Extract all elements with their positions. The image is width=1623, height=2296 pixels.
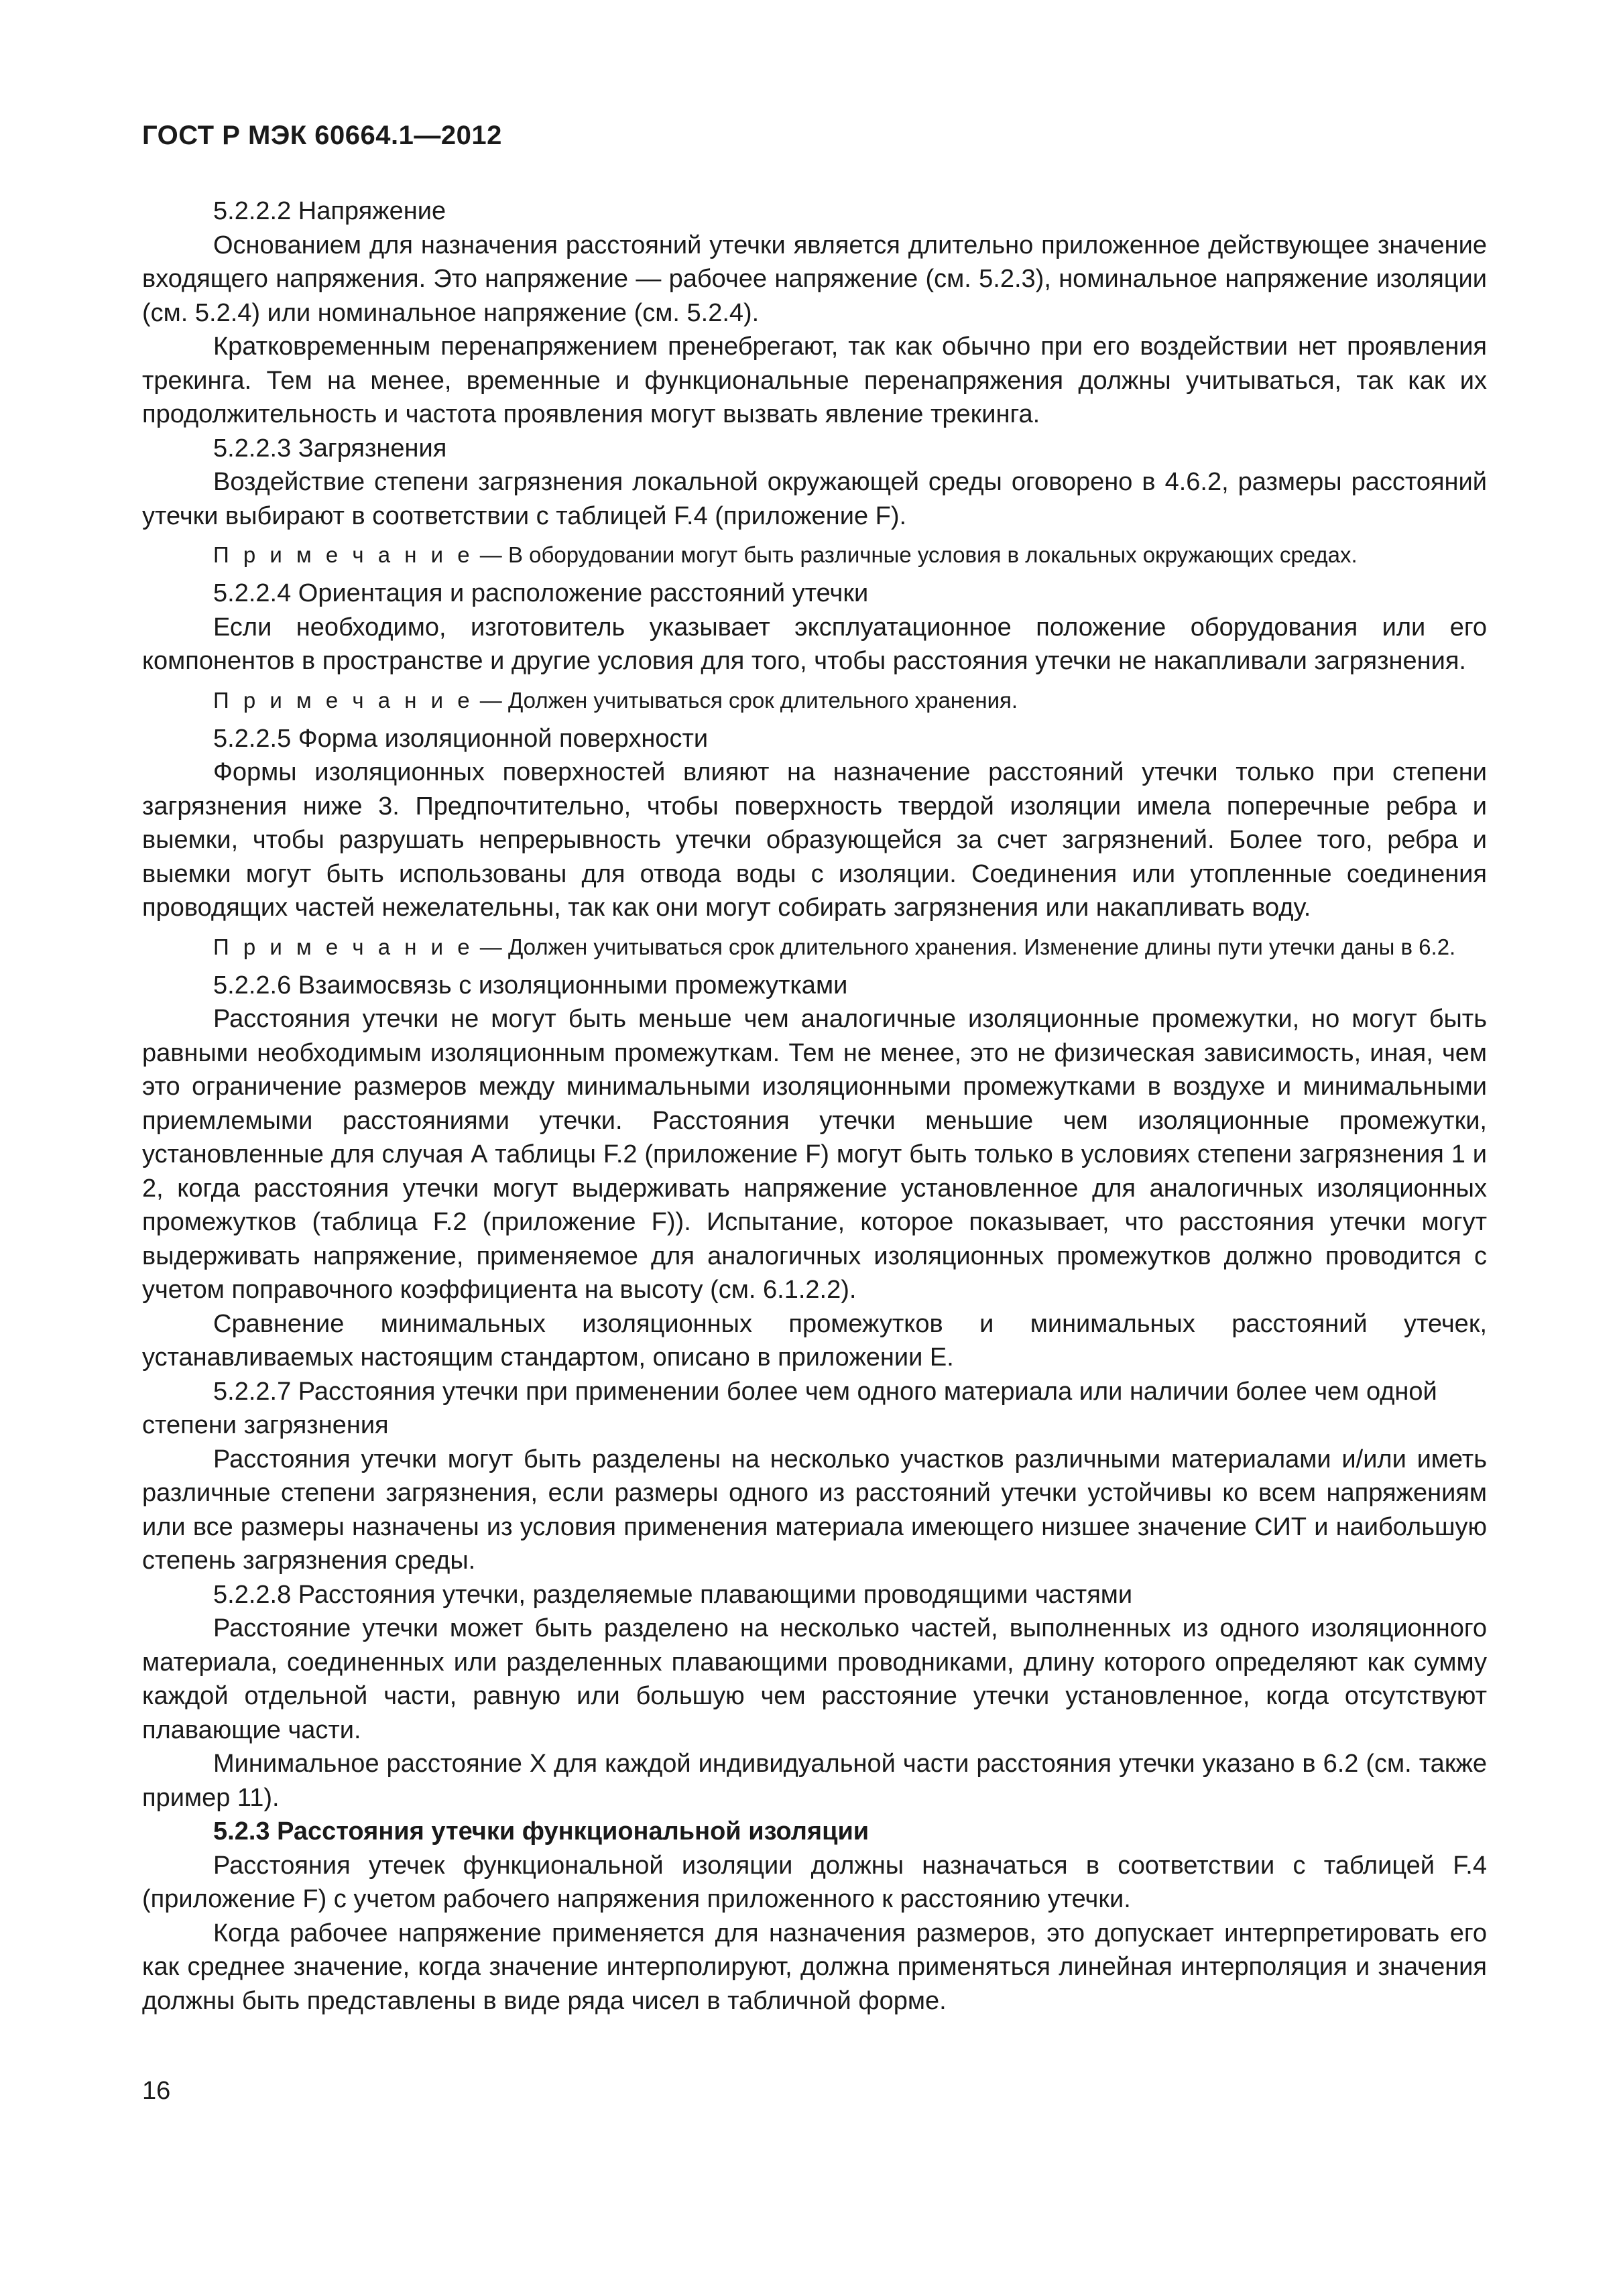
section-heading-5-2-3: 5.2.3 Расстояния утечки функциональной изоляции	[213, 1817, 869, 1846]
note-label: П р и м е ч а н и е	[213, 934, 474, 959]
section-heading-5-2-2-6: 5.2.2.6 Взаимосвязь с изоляционными промежутками	[213, 971, 848, 1000]
paragraph: Сравнение минимальных изоляционных промежутков и минимальных расстояний утечек, устанавливаемых настоящим стандартом, описано в приложении Е.	[142, 1309, 1487, 1372]
paragraph: Когда рабочее напряжение применяется для назначения размеров, это допускает интерпретировать его как среднее значение, когда значение интерполируют, должна применяться линейная интерполяция и значения должны быть представлены в виде ряда чисел в табличной форме.	[142, 1919, 1487, 2015]
paragraph: Формы изоляционных поверхностей влияют на назначение расстояний утечки только при степени загрязнения ниже 3. Предпочтительно, чтобы поверхность твердой изоляции имела поперечные ребра и выемки, чтобы разрушать непрерывность утечки образующейся за счет загрязнений. Более того, ребра и выемки могут быть использованы для отвода воды с изоляции. Соединения или утопленные соединения проводящих частей нежелательны, так как они могут собирать загрязнения или накапливать воду.	[142, 758, 1487, 922]
note	[142, 684, 1487, 716]
note-label: П р и м е ч а н и е	[213, 542, 474, 567]
note-text: — Должен учитываться срок длительного хранения.	[479, 687, 1018, 713]
paragraph: Расстояния утечки могут быть разделены на несколько участков различными материалами и/или иметь различные степени загрязнения, если размеры одного из расстояний утечки устойчивы ко всем напряжениям или все размеры назначены из условия применения материала имеющего низшее значение СИТ и наибольшую степень загрязнения среды.	[142, 1445, 1487, 1575]
note-text: — В оборудовании могут быть различные условия в локальных окружающих средах.	[479, 542, 1358, 567]
note	[142, 931, 1487, 963]
paragraph: Расстояния утечек функциональной изоляции должны назначаться в соответствии с таблицей F.4 (приложение F) с учетом рабочего напряжения приложенного к расстоянию утечки.	[142, 1851, 1487, 1913]
document-body	[142, 194, 1487, 2018]
section-heading-5-2-2-4: 5.2.2.4 Ориентация и расположение расстояний утечки	[213, 579, 869, 607]
paragraph: Расстояние утечки может быть разделено на несколько частей, выполненных из одного изоляционного материала, соединенных или разделенных плавающими проводниками, длину которого определяют как сумму каждой отдельной части, равную или большую чем расстояние утечки установленное, когда отсутствуют плавающие части.	[142, 1614, 1487, 1744]
section-heading-5-2-2-2: 5.2.2.2 Напряжение	[213, 197, 446, 225]
note-text: — Должен учитываться срок длительного хранения. Изменение длины пути утечки даны в 6.2.	[479, 934, 1456, 959]
paragraph: Если необходимо, изготовитель указывает эксплуатационное положение оборудования или его компонентов в пространстве и другие условия для того, чтобы расстояния утечки не накапливали загрязнения.	[142, 613, 1487, 675]
section-heading-5-2-2-8: 5.2.2.8 Расстояния утечки, разделяемые плавающими проводящими частями	[213, 1580, 1133, 1609]
page-number: 16	[142, 2077, 171, 2105]
section-heading-5-2-2-5: 5.2.2.5 Форма изоляционной поверхности	[213, 724, 709, 753]
note-label: П р и м е ч а н и е	[213, 687, 474, 713]
document-header: ГОСТ Р МЭК 60664.1—2012	[142, 121, 502, 150]
paragraph: Воздействие степени загрязнения локальной окружающей среды оговорено в 4.6.2, размеры расстояний утечки выбирают в соответствии с таблицей F.4 (приложение F).	[142, 468, 1487, 530]
note	[142, 539, 1487, 570]
paragraph: Расстояния утечки не могут быть меньше чем аналогичные изоляционные промежутки, но могут быть равными необходимым изоляционным промежуткам. Тем не менее, это не физическая зависимость, иная, чем это ограничение размеров между минимальными изоляционными промежутками в воздухе и минимальными приемлемыми расстояниями утечки. Расстояния утечки меньшие чем изоляционные промежутки, установленные для случая А таблицы F.2 (приложение F) могут быть только в условиях степени загрязнения 1 и 2, когда расстояния утечки могут выдерживать напряжение установленное для аналогичных изоляционных промежутков (таблица F.2 (приложение F)). Испытание, которое показывает, что расстояния утечки могут выдерживать напряжение, применяемое для аналогичных изоляционных промежутков должно проводится с учетом поправочного коэффициента на высоту (см. 6.1.2.2).	[142, 1005, 1487, 1304]
paragraph: Кратковременным перенапряжением пренебрегают, так как обычно при его воздействии нет проявления трекинга. Тем на менее, временные и функциональные перенапряжения должны учитываться, так как их продолжительность и частота проявления могут вызвать явление трекинга.	[142, 333, 1487, 428]
paragraph: Основанием для назначения расстояний утечки является длительно приложенное действующее значение входящего напряжения. Это напряжение — рабочее напряжение (см. 5.2.3), номинальное напряжение изоляции (см. 5.2.4) или номинальное напряжение (см. 5.2.4).	[142, 231, 1487, 327]
section-heading-5-2-2-7: 5.2.2.7 Расстояния утечки при применении более чем одного материала или наличии более чем одной степени загрязнения	[142, 1377, 1437, 1439]
section-heading-5-2-2-3: 5.2.2.3 Загрязнения	[213, 434, 447, 463]
paragraph: Минимальное расстояние Х для каждой индивидуальной части расстояния утечки указано в 6.2 (см. также пример 11).	[142, 1750, 1487, 1812]
